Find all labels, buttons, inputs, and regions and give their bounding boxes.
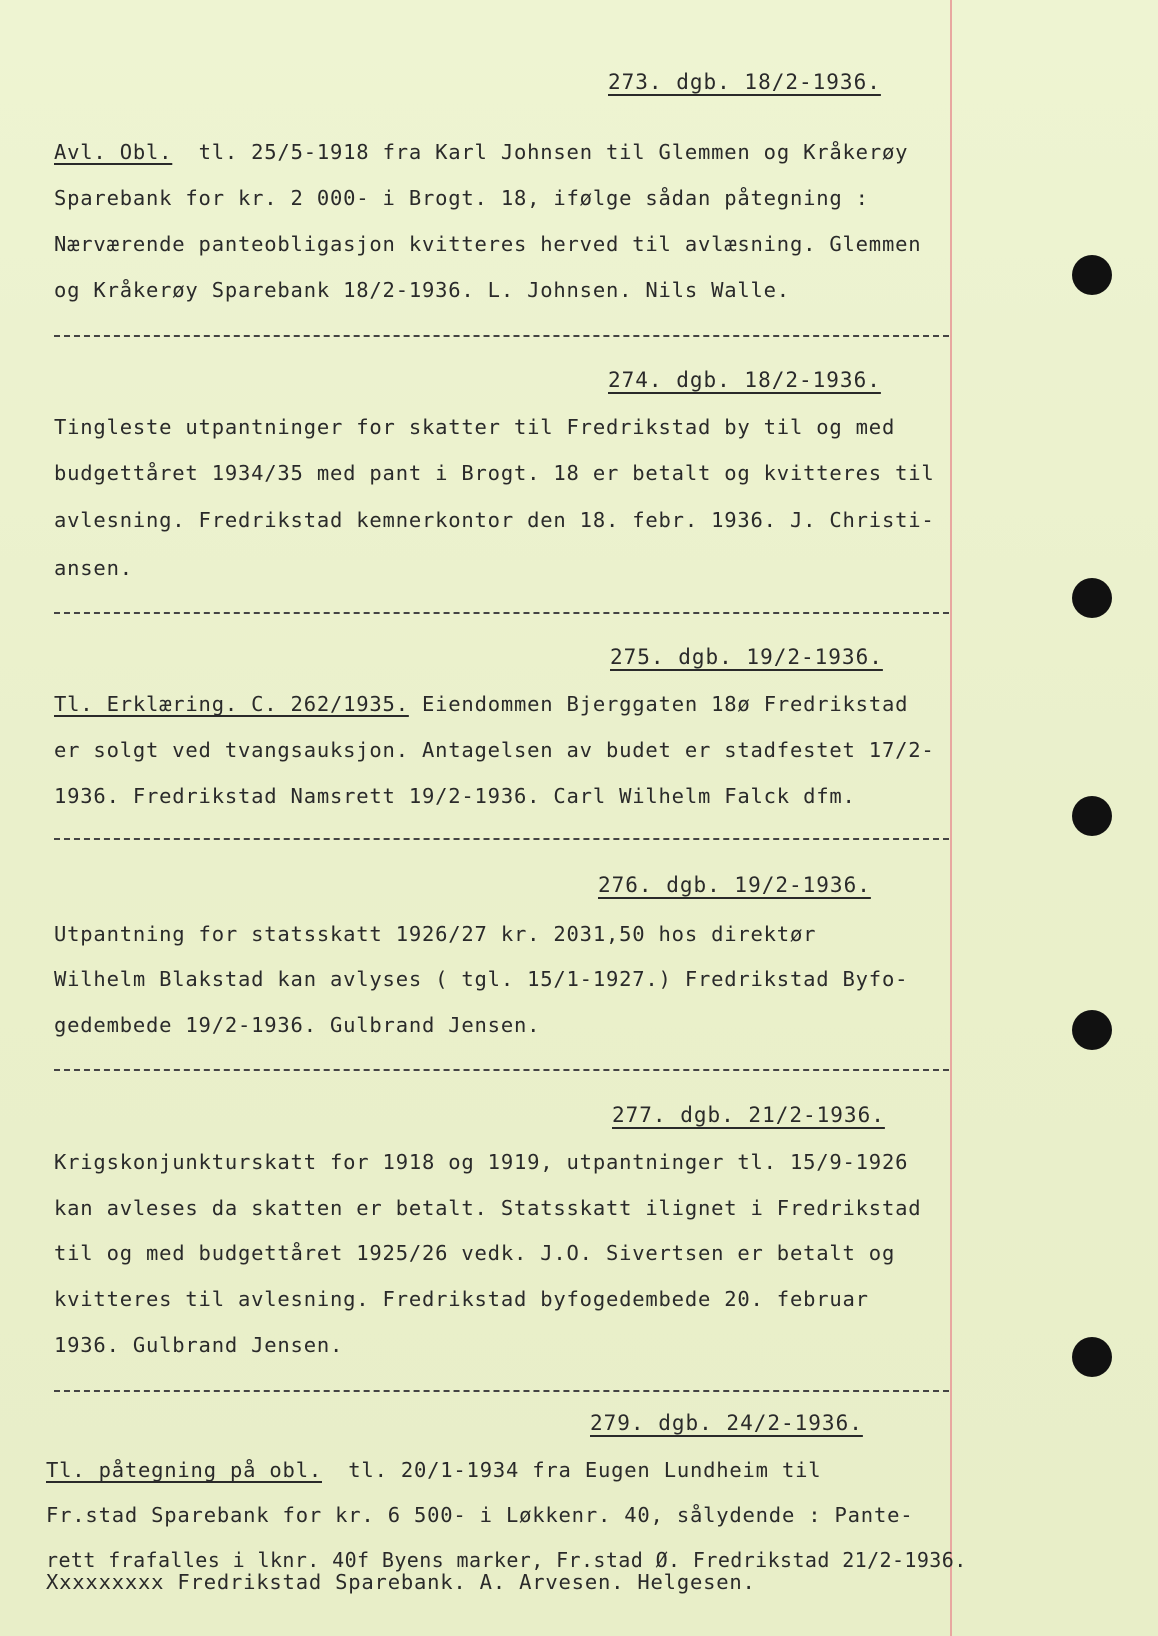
- margin-rule: [950, 0, 952, 1636]
- entry-line: Wilhelm Blakstad kan avlyses ( tgl. 15/1-1927.) Fredrikstad Byfo-: [54, 967, 909, 991]
- entry-line: kan avleses da skatten er betalt. Statsskatt ilignet i Fredrikstad: [54, 1196, 922, 1220]
- entry-line: gedembede 19/2-1936. Gulbrand Jensen.: [54, 1013, 541, 1037]
- entry-line: Nærværende panteobligasjon kvitteres herved til avlæsning. Glemmen: [54, 232, 922, 256]
- punch-hole: [1072, 578, 1112, 618]
- separator: [54, 335, 949, 337]
- entry-header: 274. dgb. 18/2-1936.: [608, 368, 881, 392]
- separator: [54, 612, 949, 614]
- entry-lead: Avl. Obl.: [54, 140, 173, 164]
- entry-header: 279. dgb. 24/2-1936.: [590, 1411, 863, 1435]
- entry-line: Xxxxxxxxx Fredrikstad Sparebank. A. Arvesen. Helgesen.: [46, 1570, 756, 1594]
- entry-line: Sparebank for kr. 2 000- i Brogt. 18, ifølge sådan påtegning :: [54, 186, 869, 210]
- entry-line: rett frafalles i lknr. 40f Byens marker, Fr.stad Ø. Fredrikstad 21/2-1936.: [46, 1548, 967, 1572]
- entry-header: 277. dgb. 21/2-1936.: [612, 1103, 885, 1127]
- entry-header: 275. dgb. 19/2-1936.: [610, 645, 883, 669]
- entry-header: 276. dgb. 19/2-1936.: [598, 873, 871, 897]
- entry-line: Avl. Obl. tl. 25/5-1918 fra Karl Johnsen til Glemmen og Kråkerøy: [54, 140, 909, 164]
- entry-lead: Tl. påtegning på obl.: [46, 1458, 322, 1482]
- separator: [54, 1069, 949, 1071]
- entry-line: avlesning. Fredrikstad kemnerkontor den 18. febr. 1936. J. Christi-: [54, 508, 935, 532]
- entry-line: og Kråkerøy Sparebank 18/2-1936. L. Johnsen. Nils Walle.: [54, 278, 790, 302]
- punch-hole: [1072, 1337, 1112, 1377]
- entry-line: Krigskonjunkturskatt for 1918 og 1919, utpantninger tl. 15/9-1926: [54, 1150, 909, 1174]
- punch-hole: [1072, 255, 1112, 295]
- entry-line: Tingleste utpantninger for skatter til Fredrikstad by til og med: [54, 415, 896, 439]
- entry-line: 1936. Gulbrand Jensen.: [54, 1333, 344, 1357]
- entry-line: Fr.stad Sparebank for kr. 6 500- i Løkkenr. 40, sålydende : Pante-: [46, 1503, 914, 1527]
- punch-hole: [1072, 1010, 1112, 1050]
- entry-line: Utpantning for statsskatt 1926/27 kr. 2031,50 hos direktør: [54, 922, 817, 946]
- punch-hole: [1072, 796, 1112, 836]
- entry-header: 273. dgb. 18/2-1936.: [608, 70, 881, 94]
- entry-line: kvitteres til avlesning. Fredrikstad byfogedembede 20. februar: [54, 1287, 869, 1311]
- entry-line: ansen.: [54, 556, 133, 580]
- separator: [54, 838, 949, 840]
- entry-line: til og med budgettåret 1925/26 vedk. J.O. Sivertsen er betalt og: [54, 1241, 896, 1265]
- entry-line: Tl. påtegning på obl. tl. 20/1-1934 fra Eugen Lundheim til: [46, 1458, 822, 1482]
- entry-line: er solgt ved tvangsauksjon. Antagelsen av budet er stadfestet 17/2-: [54, 738, 935, 762]
- entry-lead: Tl. Erklæring. C. 262/1935.: [54, 692, 409, 716]
- entry-line: Tl. Erklæring. C. 262/1935. Eiendommen Bjerggaten 18ø Fredrikstad: [54, 692, 909, 716]
- separator: [54, 1390, 949, 1392]
- entry-line: budgettåret 1934/35 med pant i Brogt. 18 er betalt og kvitteres til: [54, 461, 935, 485]
- entry-line: 1936. Fredrikstad Namsrett 19/2-1936. Carl Wilhelm Falck dfm.: [54, 784, 856, 808]
